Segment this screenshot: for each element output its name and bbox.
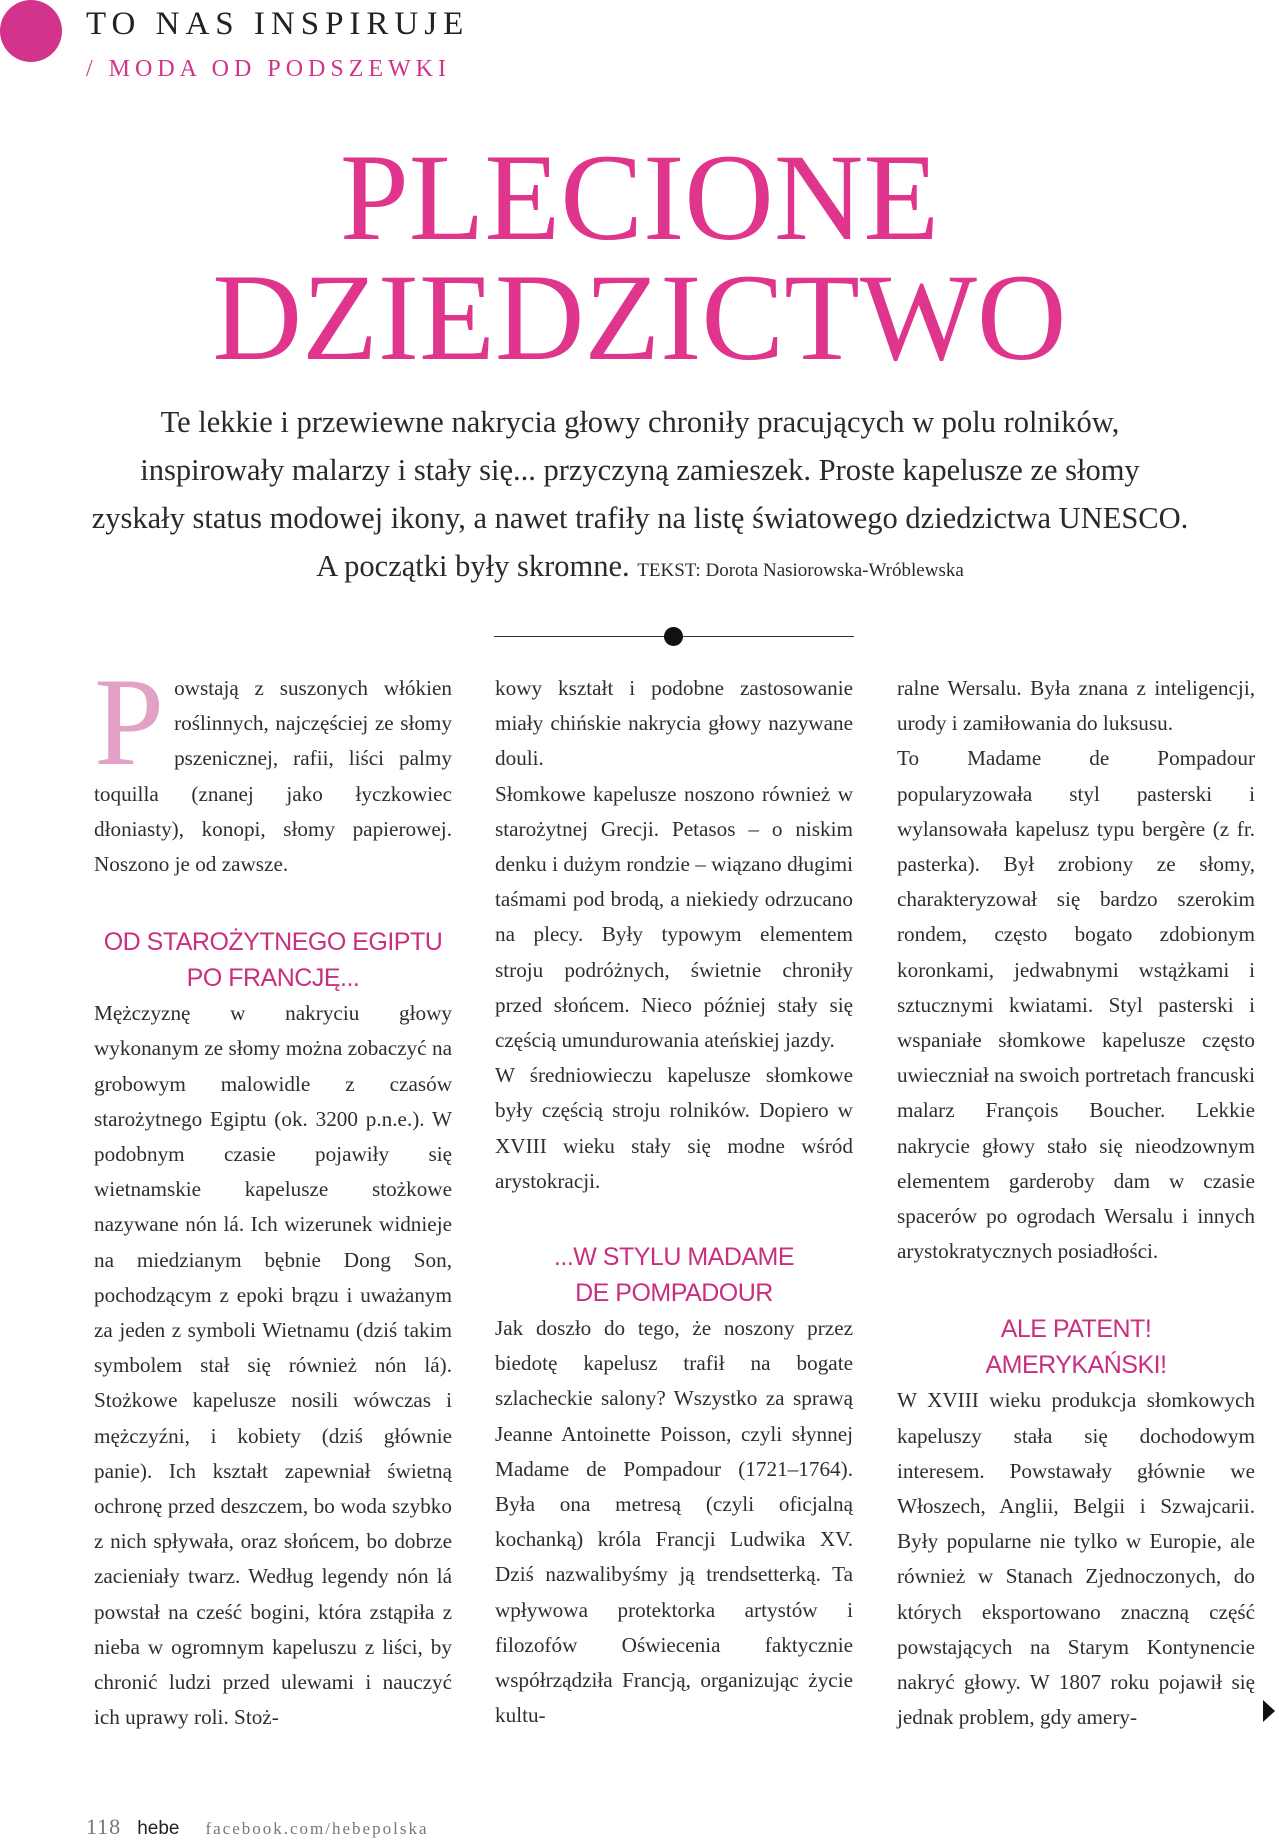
intro-text: owstają z suszonych włókien roślinnych, najczęściej ze słomy pszenicznej, rafii, liści palmy toquilla (znanej jako łyczkowiec dłoniasty), konopi, słomy papierowej. Noszono je od zawsze. [94,676,452,877]
credit-author: Dorota Nasiorowska-Wróblewska [705,560,964,581]
magazine-logo: hebe [137,1818,180,1839]
body-paragraph: Słomkowe kapelusze noszono również w starożytnej Grecji. Petasos – o niskim denku i dużym rondzie – wiązano długimi taśmami pod brodą, a niekiedy odrzucano na plecy. Były typowym elementem stroju podróżnych, świetnie chroniły przed słońcem. Nieco później stały się częścią umundurowania ateńskiej jazdy. [495,781,853,1053]
lead-paragraph [90,398,1190,595]
subheading-pompadour [495,1239,853,1311]
article-column-1 [94,653,452,1735]
body-paragraph: Mężczyznę w nakryciu głowy wykonanym ze słomy można zobaczyć na grobowym malowidle z czasów starożytnego Egiptu (ok. 3200 p.n.e.). W podobnym czasie pojawiły się wietnamskie kapelusze stożkowe nazywane nón lá. Ich wizerunek widnieje na miedzianym bębnie Dong Son, pochodzącym z epoki brązu i uważanym za jeden z symboli Wietnamu (dziś takim symbolem stał się również nón lá). Stożkowe kapelusze nosili wówczas i mężczyźni, i kobiety (dziś głównie panie). Ich kształt zapewniał świetną ochronę przed deszczem, bo woda szybko z nich spływała, oraz słońcem, bo dobrze zacieniały twarz. Według legendy nón lá powstał na cześć bogini, która zstąpiła z nieba w ogromnym kapeluszu z liści, by chronić ludzi przed ulewami i nauczyć ich uprawy roli. Stoż- [94,1001,452,1730]
subheading-egypt-line-2: PO FRANCJĘ... [186,964,360,993]
article-title-line-1: PLECIONE [339,129,940,266]
lead-text: Te lekkie i przewiewne nakrycia głowy chroniły pracujących w polu rolników, inspirowały malarzy i stały się... przyczyną zamieszek. Proste kapelusze ze słomy zyskały status modowej ikony, a nawet trafiły na listę światowego dziedzictwa UNESCO. A początki były skromne. [91,405,1189,583]
section-title: TO NAS INSPIRUJE [86,6,470,42]
subheading-pompadour-line-2: DE POMPADOUR [575,1279,773,1308]
subheading-egypt-line-1: OD STAROŻYTNEGO EGIPTU [103,928,443,957]
credit-label: TEKST: [637,560,701,581]
body-paragraph: To Madame de Pompadour popularyzowała styl pasterski i wylansowała kapelusz typu bergère (z fr. pasterka). Był zrobiony ze słomy, charakteryzował się bardzo szerokim rondem, często bogato zdobionym koronkami, jedwabnymi wstążkami i sztucznymi kwiatami. Styl pasterski i wspaniałe słomkowe kapelusze często uwieczniał na swoich portretach francuski malarz François Boucher. Lekkie nakrycie głowy stało się nieodzownym elementem garderoby dam w czasie spacerów po ogrodach Wersalu i innych arystokratycznych posiadłości. [897,746,1255,1264]
facebook-link[interactable]: facebook.com/hebepolska [205,1819,429,1838]
intro-paragraph [94,653,452,882]
body-paragraph: W XVIII wieku produkcja słomkowych kapeluszy stała się dochodowym interesem. Powstawały głównie we Włoszech, Anglii, Belgii i Szwajcarii. Były popularne nie tylko w Europie, ale również w Stanach Zjednoczonych, do których eksportowano znaczną część powstających na Starym Kontynencie nakryć głowy. W 1807 roku pojawił się jednak problem, gdy amery- [897,1388,1255,1730]
divider-dot-icon [664,627,683,646]
section-dot-icon [0,0,62,62]
author-credit [637,560,964,581]
continue-arrow-icon [1263,1700,1275,1722]
body-paragraph: W średniowieczu kapelusze słomkowe były częścią stroju rolników. Dopiero w XVIII wieku stały się modne wśród arystokracji. [495,1063,853,1193]
article-column-3 [897,671,1255,1735]
article-title-line-2: DZIEDZICTWO [212,249,1067,386]
subheading-pompadour-line-1: ...W STYLU MADAME [553,1243,795,1272]
body-paragraph: Jak doszło do tego, że noszony przez biedotę kapelusz trafił na bogate szlacheckie salony? Wszystko za sprawą Jeanne Antoinette Poisson, czyli słynnej Madame de Pompadour (1721–1764). Była ona metresą (czyli oficjalną kochanką) króla Francji Ludwika XV. Dziś nazwalibyśmy ją trendsetterką. Ta wpływowa protektorka artystów i filozofów Oświecenia faktycznie współrządziła Francją, organizując życie kultu- [495,1316,853,1728]
page-footer [86,1814,428,1838]
subheading-patent-line-2: AMERYKAŃSKI! [985,1351,1167,1380]
section-subtitle: / MODA OD PODSZEWKI [86,56,451,82]
body-paragraph: ralne Wersalu. Była znana z inteligencji, urody i zamiłowania do luksusu. [897,676,1255,736]
page-number: 118 [86,1814,122,1839]
drop-cap: P [94,653,165,792]
subheading-egypt [94,924,452,996]
subheading-patent-line-1: ALE PATENT! [1000,1315,1152,1344]
article-column-2 [495,671,853,1733]
subheading-patent [897,1311,1255,1383]
body-paragraph: kowy kształt i podobne zastosowanie miały chińskie nakrycia głowy nazywane douli. [495,676,853,771]
article-title [0,129,1279,386]
